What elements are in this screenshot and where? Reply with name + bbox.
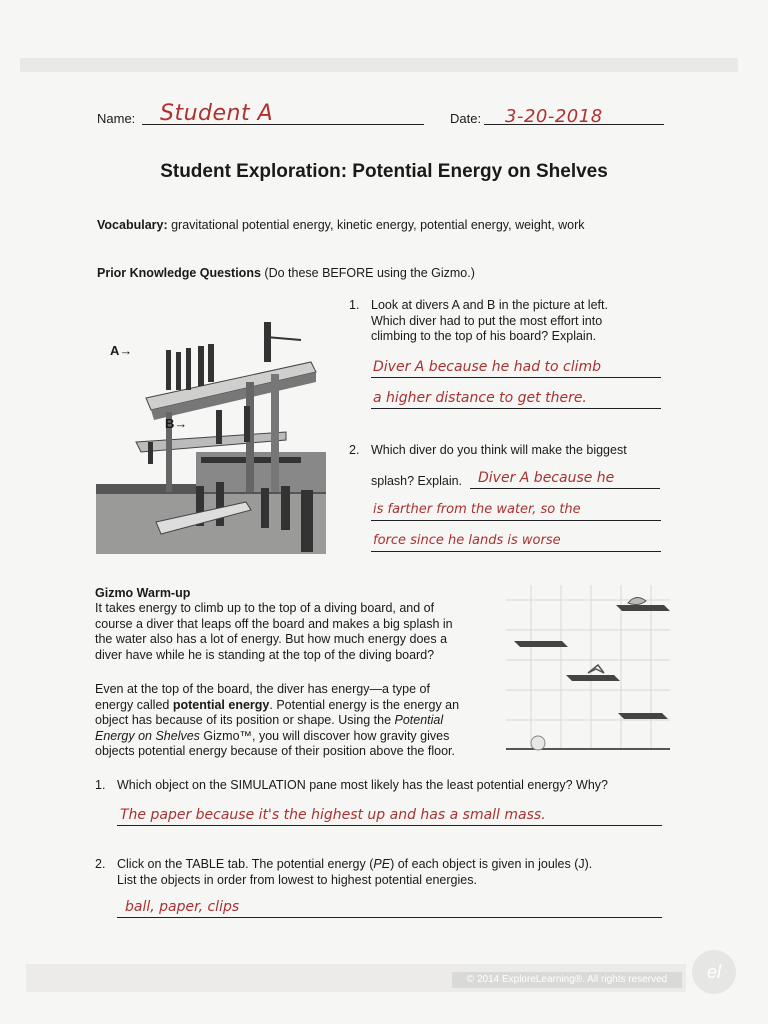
prior-q1-line: Which diver had to put the most effort into (371, 313, 603, 328)
bold-term: potential energy (172, 697, 270, 712)
prior-q1-line: Look at divers A and B in the picture at left. (371, 298, 608, 312)
answer-line (371, 377, 661, 378)
text-run: . Potential energy is the energy an (269, 697, 460, 712)
vocabulary-terms: gravitational potential energy, kinetic energy, potential energy, weight, work (171, 218, 585, 232)
text-run: Click on the TABLE tab. The potential energy ( (117, 857, 374, 871)
q1-number: 1. (95, 778, 106, 792)
prior-knowledge-title: Prior Knowledge Questions (97, 266, 261, 280)
text-run: Gizmo™, you will discover how gravity gives (199, 728, 450, 743)
answer-line (371, 408, 661, 409)
warmup-paragraph-1 (95, 601, 495, 663)
warmup-line (95, 713, 505, 729)
warmup-line: the water also has a lot of energy. But how much energy does a (95, 632, 448, 646)
prior-knowledge-note: (Do these BEFORE using the Gizmo.) (264, 266, 475, 280)
vocabulary-label: Vocabulary: (97, 218, 168, 232)
italic-term: PE (373, 857, 391, 871)
prior-q2-line2: splash? Explain. (371, 474, 463, 488)
answer-line (117, 825, 662, 826)
shelves-gizmo-illustration (506, 585, 670, 757)
text-run: object has because of its position or shape. Using the (95, 713, 395, 727)
diving-tower-photo (96, 302, 326, 554)
prior-q2-number: 2. (349, 443, 360, 457)
warmup-line: It takes energy to climb up to the top of a diving board, and of (95, 601, 435, 615)
prior-q1-answer-line1: Diver A because he had to climb (373, 359, 602, 375)
q2-answer: ball, paper, clips (125, 899, 240, 915)
warmup-line: Even at the top of the board, the diver has energy—a type of (95, 682, 430, 696)
name-value: Student A (160, 101, 274, 126)
q2-line2: List the objects in order from lowest to highest potential energies. (117, 872, 477, 887)
warmup-line: diver have while he is standing at the top of the diving board? (95, 647, 435, 662)
prior-q1-text (371, 298, 691, 345)
explorelearning-logo: el (692, 950, 736, 994)
arrow-right-icon: → (174, 416, 188, 431)
prior-q1-line: climbing to the top of his board? Explain. (371, 329, 597, 343)
text-run: energy called (95, 697, 173, 712)
answer-line (371, 551, 661, 552)
q1-answer: The paper because it's the highest up and has a small mass. (120, 807, 546, 823)
arrow-right-icon: → (119, 343, 133, 358)
name-label: Name: (97, 111, 136, 126)
answer-line (371, 520, 661, 521)
italic-term: Potential (394, 713, 444, 727)
warmup-line (95, 729, 505, 745)
text-run: ) of each object is given in joules (J). (390, 857, 593, 871)
prior-q2-answer-line2: is farther from the water, so the (373, 502, 581, 517)
warmup-paragraph-2 (95, 682, 505, 760)
scan-bleed (20, 58, 738, 72)
prior-q2-answer-line3: force since he lands is worse (373, 533, 561, 548)
italic-term: Energy on Shelves (95, 728, 200, 743)
label-a-text: A (110, 343, 120, 358)
label-b-text: B (165, 416, 175, 431)
copyright-notice: © 2014 ExploreLearning®. All rights reserved (452, 972, 682, 988)
warmup-line (95, 698, 505, 714)
q2-line1 (117, 857, 737, 873)
prior-knowledge-heading (97, 266, 475, 282)
vocabulary (97, 218, 737, 234)
prior-q1-number: 1. (349, 298, 360, 312)
prior-q1-answer-line2: a higher distance to get there. (373, 390, 587, 406)
prior-q2-line1: Which diver do you think will make the biggest (371, 443, 627, 457)
date-label: Date: (450, 111, 482, 126)
photo-label-a (110, 343, 132, 358)
worksheet-title: Student Exploration: Potential Energy on Shelves (160, 161, 608, 182)
answer-line (117, 917, 662, 918)
photo-label-b (165, 416, 187, 431)
prior-q2-answer-line1: Diver A because he (478, 470, 615, 486)
warmup-heading: Gizmo Warm-up (95, 586, 191, 600)
q2-number: 2. (95, 857, 106, 871)
date-value: 3-20-2018 (505, 106, 603, 127)
answer-line (470, 488, 660, 489)
warmup-line: course a diver that leaps off the board and makes a big splash in (95, 616, 453, 631)
warmup-line: objects potential energy because of their position above the floor. (95, 744, 455, 758)
q1-text: Which object on the SIMULATION pane most likely has the least potential energy? Why? (117, 778, 608, 792)
q2-text (117, 857, 737, 888)
